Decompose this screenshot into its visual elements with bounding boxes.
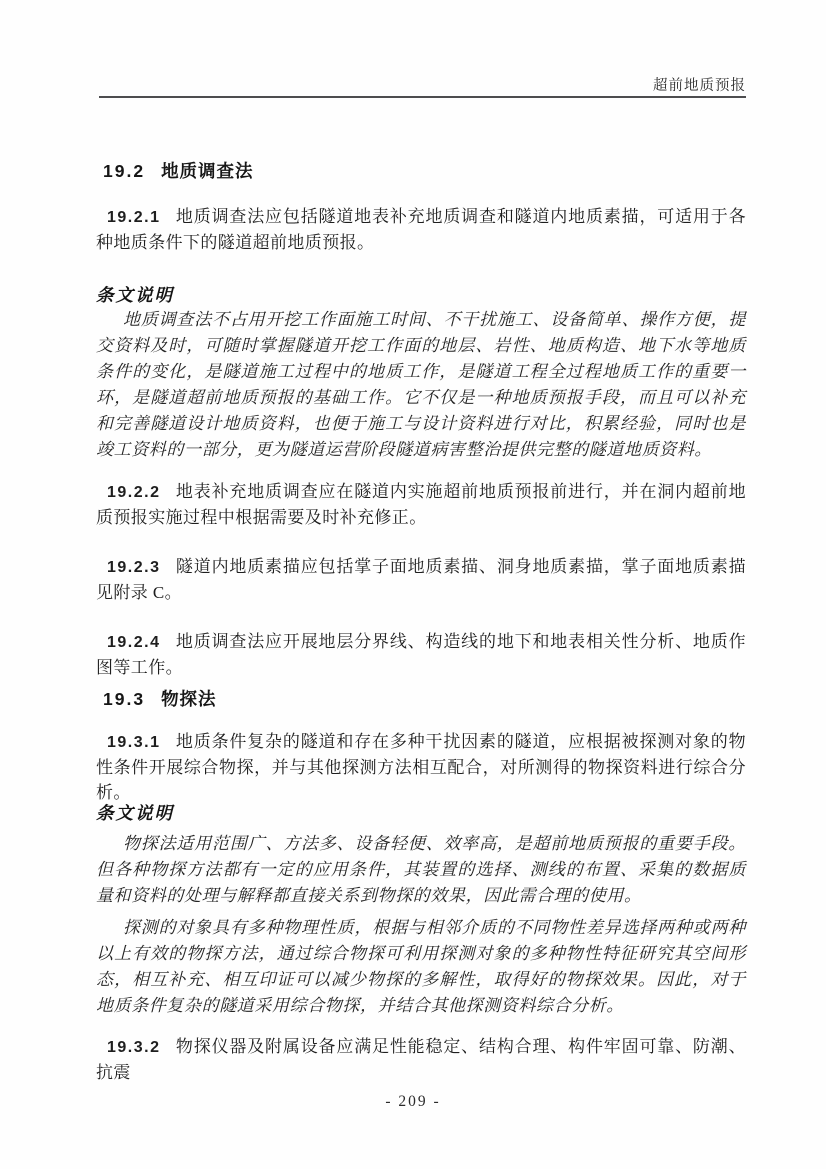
clause-19-2-2 xyxy=(96,479,746,530)
commentary-paragraph: 地质调查法不占用开挖工作面施工时间、不干扰施工、设备简单、操作方便，提交资料及时，可随时掌握隧道开挖工作面的地层、岩性、地质构造、地下水等地质条件的变化，是隧道施工过程中的地质工作，是隧道工程全过程地质工作的重要一环，是隧道超前地质预报的基础工作。它不仅是一种地质预报手段，而且可以补充和完善隧道设计地质资料，也便于施工与设计资料进行对比，积累经验，同时也是竣工资料的一部分，更为隧道运营阶段隧道病害整治提供完整的隧道地质资料。 xyxy=(96,310,746,459)
clause-number: 19.2.1 xyxy=(107,209,161,226)
clause-text: 地质调查法应开展地层分界线、构造线的地下和地表相关性分析、地质作图等工作。 xyxy=(96,632,746,677)
running-header-title: 超前地质预报 xyxy=(653,78,746,94)
commentary-label: 条文说明 xyxy=(96,285,174,305)
clause-number: 19.3.1 xyxy=(107,734,161,751)
section-title: 地质调查法 xyxy=(161,161,254,181)
clause-number: 19.2.3 xyxy=(107,559,161,576)
commentary-paragraph: 探测的对象具有多种物理性质，根据与相邻介质的不同物性差异选择两种或两种以上有效的物探方法，通过综合物探可利用探测对象的多种物性特征研究其空间形态，相互补充、相互印证可以减少物探的多解性，取得好的物探效果。因此，对于地质条件复杂的隧道采用综合物探，并结合其他探测资料综合分析。 xyxy=(96,918,746,1015)
commentary-paragraph: 物探法适用范围广、方法多、设备轻便、效率高，是超前地质预报的重要手段。但各种物探方法都有一定的应用条件，其装置的选择、测线的布置、采集的数据质量和资料的处理与解释都直接关系到物探的效果，因此需合理的使用。 xyxy=(96,834,746,905)
section-number: 19.3 xyxy=(103,689,146,709)
header-rule xyxy=(99,96,746,98)
commentary-label: 条文说明 xyxy=(96,803,174,823)
clause-text: 地质调查法应包括隧道地表补充地质调查和隧道内地质素描，可适用于各种地质条件下的隧道超前地质预报。 xyxy=(96,207,746,252)
clause-number: 19.2.2 xyxy=(107,484,161,501)
section-heading-19-3 xyxy=(96,686,753,711)
clause-19-3-1 xyxy=(96,729,746,805)
clause-19-2-4 xyxy=(96,629,746,680)
section-number: 19.2 xyxy=(103,161,146,181)
clause-number: 19.3.2 xyxy=(107,1039,161,1056)
clause-19-2-1 xyxy=(96,204,746,255)
clause-19-2-3 xyxy=(96,554,746,605)
clause-text: 地质条件复杂的隧道和存在多种干扰因素的隧道，应根据被探测对象的物性条件开展综合物探，并与其他探测方法相互配合，对所测得的物探资料进行综合分析。 xyxy=(96,732,746,802)
clause-text: 地表补充地质调查应在隧道内实施超前地质预报前进行，并在洞内超前地质预报实施过程中根据需要及时补充修正。 xyxy=(96,482,746,527)
page-number: - 209 - xyxy=(385,1093,441,1110)
clause-text: 物探仪器及附属设备应满足性能稳定、结构合理、构件牢固可靠、防潮、抗震 xyxy=(96,1037,746,1082)
clause-number: 19.2.4 xyxy=(107,634,161,651)
section-title: 物探法 xyxy=(161,689,217,709)
section-heading-19-2 xyxy=(96,158,753,183)
clause-19-3-2 xyxy=(96,1034,746,1085)
clause-text: 隧道内地质素描应包括掌子面地质素描、洞身地质素描，掌子面地质素描见附录 C。 xyxy=(96,557,746,602)
